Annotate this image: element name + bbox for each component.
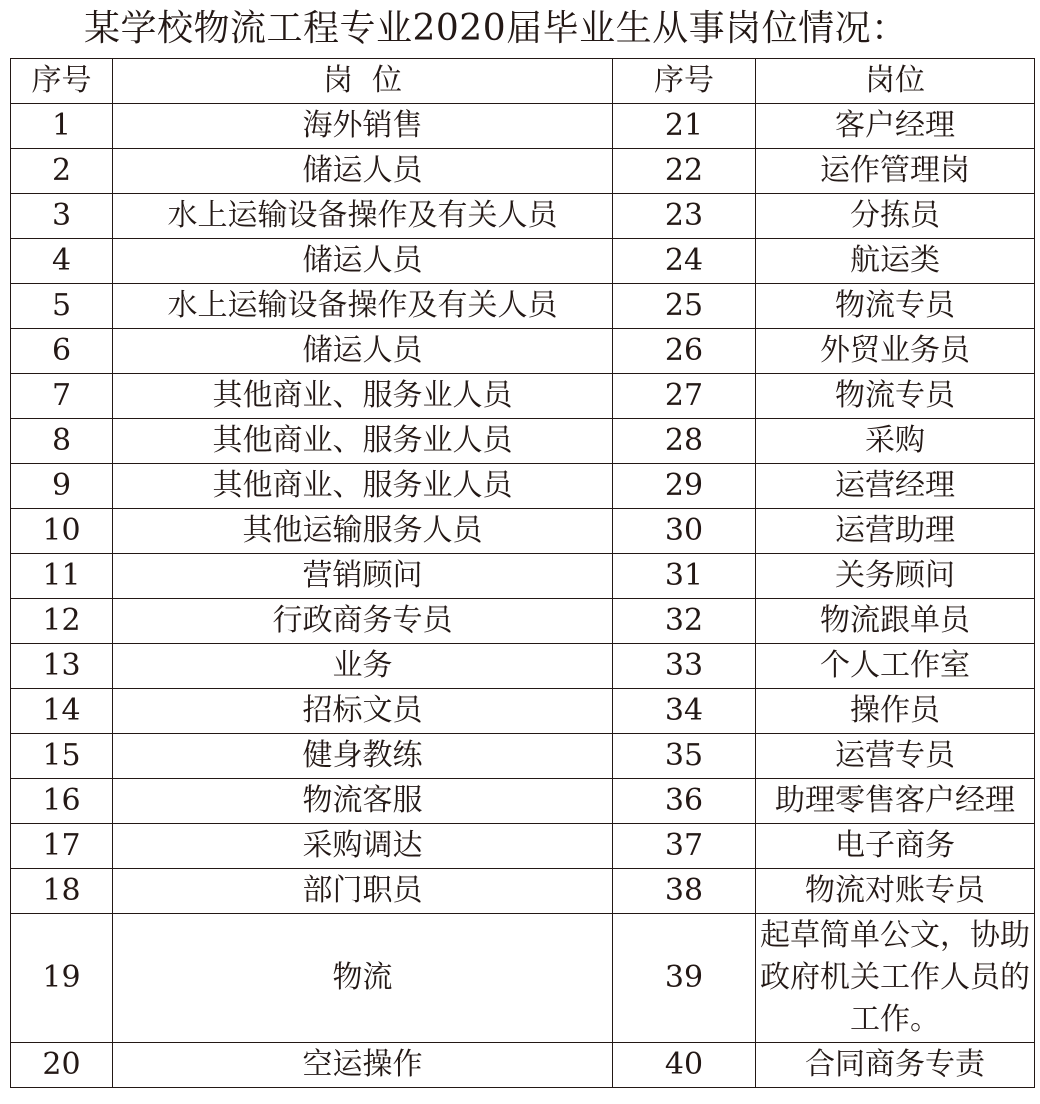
table-row xyxy=(11,464,1035,509)
row-position-left: 其他商业、服务业人员 xyxy=(113,374,613,419)
row-index-right: 40 xyxy=(613,1043,756,1088)
row-index-left: 14 xyxy=(11,689,113,734)
row-index-left: 16 xyxy=(11,779,113,824)
row-position-left: 水上运输设备操作及有关人员 xyxy=(113,284,613,329)
table-row xyxy=(11,869,1035,914)
row-index-right: 29 xyxy=(613,464,756,509)
row-position-right: 运营经理 xyxy=(756,464,1035,509)
row-index-right: 33 xyxy=(613,644,756,689)
row-index-right: 27 xyxy=(613,374,756,419)
row-index-left: 13 xyxy=(11,644,113,689)
row-position-left: 水上运输设备操作及有关人员 xyxy=(113,194,613,239)
row-position-right: 物流跟单员 xyxy=(756,599,1035,644)
row-index-right: 23 xyxy=(613,194,756,239)
table-row xyxy=(11,689,1035,734)
row-index-left: 15 xyxy=(11,734,113,779)
row-position-left: 其他商业、服务业人员 xyxy=(113,419,613,464)
page-title: 某学校物流工程专业2020届毕业生从事岗位情况： xyxy=(84,8,908,49)
row-index-left: 1 xyxy=(11,104,113,149)
table-row xyxy=(11,284,1035,329)
row-index-right: 26 xyxy=(613,329,756,374)
row-position-left: 营销顾问 xyxy=(113,554,613,599)
row-index-right: 37 xyxy=(613,824,756,869)
table-row xyxy=(11,509,1035,554)
row-position-right: 物流专员 xyxy=(756,284,1035,329)
row-position-left: 部门职员 xyxy=(113,869,613,914)
row-position-left: 其他商业、服务业人员 xyxy=(113,464,613,509)
row-position-right: 分拣员 xyxy=(756,194,1035,239)
row-position-right: 客户经理 xyxy=(756,104,1035,149)
row-index-right: 22 xyxy=(613,149,756,194)
table-row xyxy=(11,734,1035,779)
row-position-right: 操作员 xyxy=(756,689,1035,734)
row-position-left: 采购调达 xyxy=(113,824,613,869)
table-row xyxy=(11,1043,1035,1088)
table-row xyxy=(11,644,1035,689)
row-index-left: 8 xyxy=(11,419,113,464)
table-row xyxy=(11,824,1035,869)
table-row xyxy=(11,104,1035,149)
row-index-right: 35 xyxy=(613,734,756,779)
row-position-right: 物流对账专员 xyxy=(756,869,1035,914)
header-index-left: 序号 xyxy=(11,59,113,104)
row-index-left: 20 xyxy=(11,1043,113,1088)
row-position-left: 健身教练 xyxy=(113,734,613,779)
row-index-left: 12 xyxy=(11,599,113,644)
row-position-right: 外贸业务员 xyxy=(756,329,1035,374)
table-header-row xyxy=(11,59,1035,104)
row-index-left: 17 xyxy=(11,824,113,869)
row-position-right: 助理零售客户经理 xyxy=(756,779,1035,824)
row-position-right: 起草简单公文，协助政府机关工作人员的工作。 xyxy=(756,914,1035,1043)
row-index-left: 9 xyxy=(11,464,113,509)
row-index-right: 24 xyxy=(613,239,756,284)
table-row xyxy=(11,194,1035,239)
row-position-left: 其他运输服务人员 xyxy=(113,509,613,554)
header-index-right: 序号 xyxy=(613,59,756,104)
row-position-left: 物流客服 xyxy=(113,779,613,824)
row-index-right: 21 xyxy=(613,104,756,149)
row-index-right: 28 xyxy=(613,419,756,464)
table-row xyxy=(11,149,1035,194)
row-position-right: 运营专员 xyxy=(756,734,1035,779)
row-position-left: 业务 xyxy=(113,644,613,689)
row-position-left: 招标文员 xyxy=(113,689,613,734)
row-index-right: 39 xyxy=(613,914,756,1043)
row-position-left: 储运人员 xyxy=(113,329,613,374)
row-position-right: 电子商务 xyxy=(756,824,1035,869)
table-row xyxy=(11,779,1035,824)
table-row xyxy=(11,554,1035,599)
row-index-left: 10 xyxy=(11,509,113,554)
row-position-right: 合同商务专责 xyxy=(756,1043,1035,1088)
row-position-right: 采购 xyxy=(756,419,1035,464)
row-index-left: 6 xyxy=(11,329,113,374)
row-position-left: 空运操作 xyxy=(113,1043,613,1088)
table-row xyxy=(11,419,1035,464)
row-index-right: 36 xyxy=(613,779,756,824)
row-position-left: 物流 xyxy=(113,914,613,1043)
row-position-left: 海外销售 xyxy=(113,104,613,149)
row-index-left: 2 xyxy=(11,149,113,194)
row-position-right: 物流专员 xyxy=(756,374,1035,419)
row-index-left: 5 xyxy=(11,284,113,329)
row-position-right: 航运类 xyxy=(756,239,1035,284)
row-position-right: 运作管理岗 xyxy=(756,149,1035,194)
table-row xyxy=(11,329,1035,374)
positions-table xyxy=(10,58,1035,1088)
table-row xyxy=(11,239,1035,284)
header-position-left: 岗 位 xyxy=(113,59,613,104)
row-index-right: 25 xyxy=(613,284,756,329)
row-index-left: 19 xyxy=(11,914,113,1043)
row-index-left: 3 xyxy=(11,194,113,239)
row-position-right: 关务顾问 xyxy=(756,554,1035,599)
table-row xyxy=(11,599,1035,644)
header-position-right: 岗位 xyxy=(756,59,1035,104)
row-position-left: 储运人员 xyxy=(113,149,613,194)
row-index-left: 7 xyxy=(11,374,113,419)
table-row xyxy=(11,374,1035,419)
row-index-left: 4 xyxy=(11,239,113,284)
row-position-right: 运营助理 xyxy=(756,509,1035,554)
row-index-right: 38 xyxy=(613,869,756,914)
row-index-right: 34 xyxy=(613,689,756,734)
row-position-right: 个人工作室 xyxy=(756,644,1035,689)
row-index-left: 18 xyxy=(11,869,113,914)
row-index-right: 32 xyxy=(613,599,756,644)
row-position-left: 行政商务专员 xyxy=(113,599,613,644)
row-index-left: 11 xyxy=(11,554,113,599)
row-index-right: 31 xyxy=(613,554,756,599)
row-position-left: 储运人员 xyxy=(113,239,613,284)
row-index-right: 30 xyxy=(613,509,756,554)
table-row xyxy=(11,914,1035,1043)
